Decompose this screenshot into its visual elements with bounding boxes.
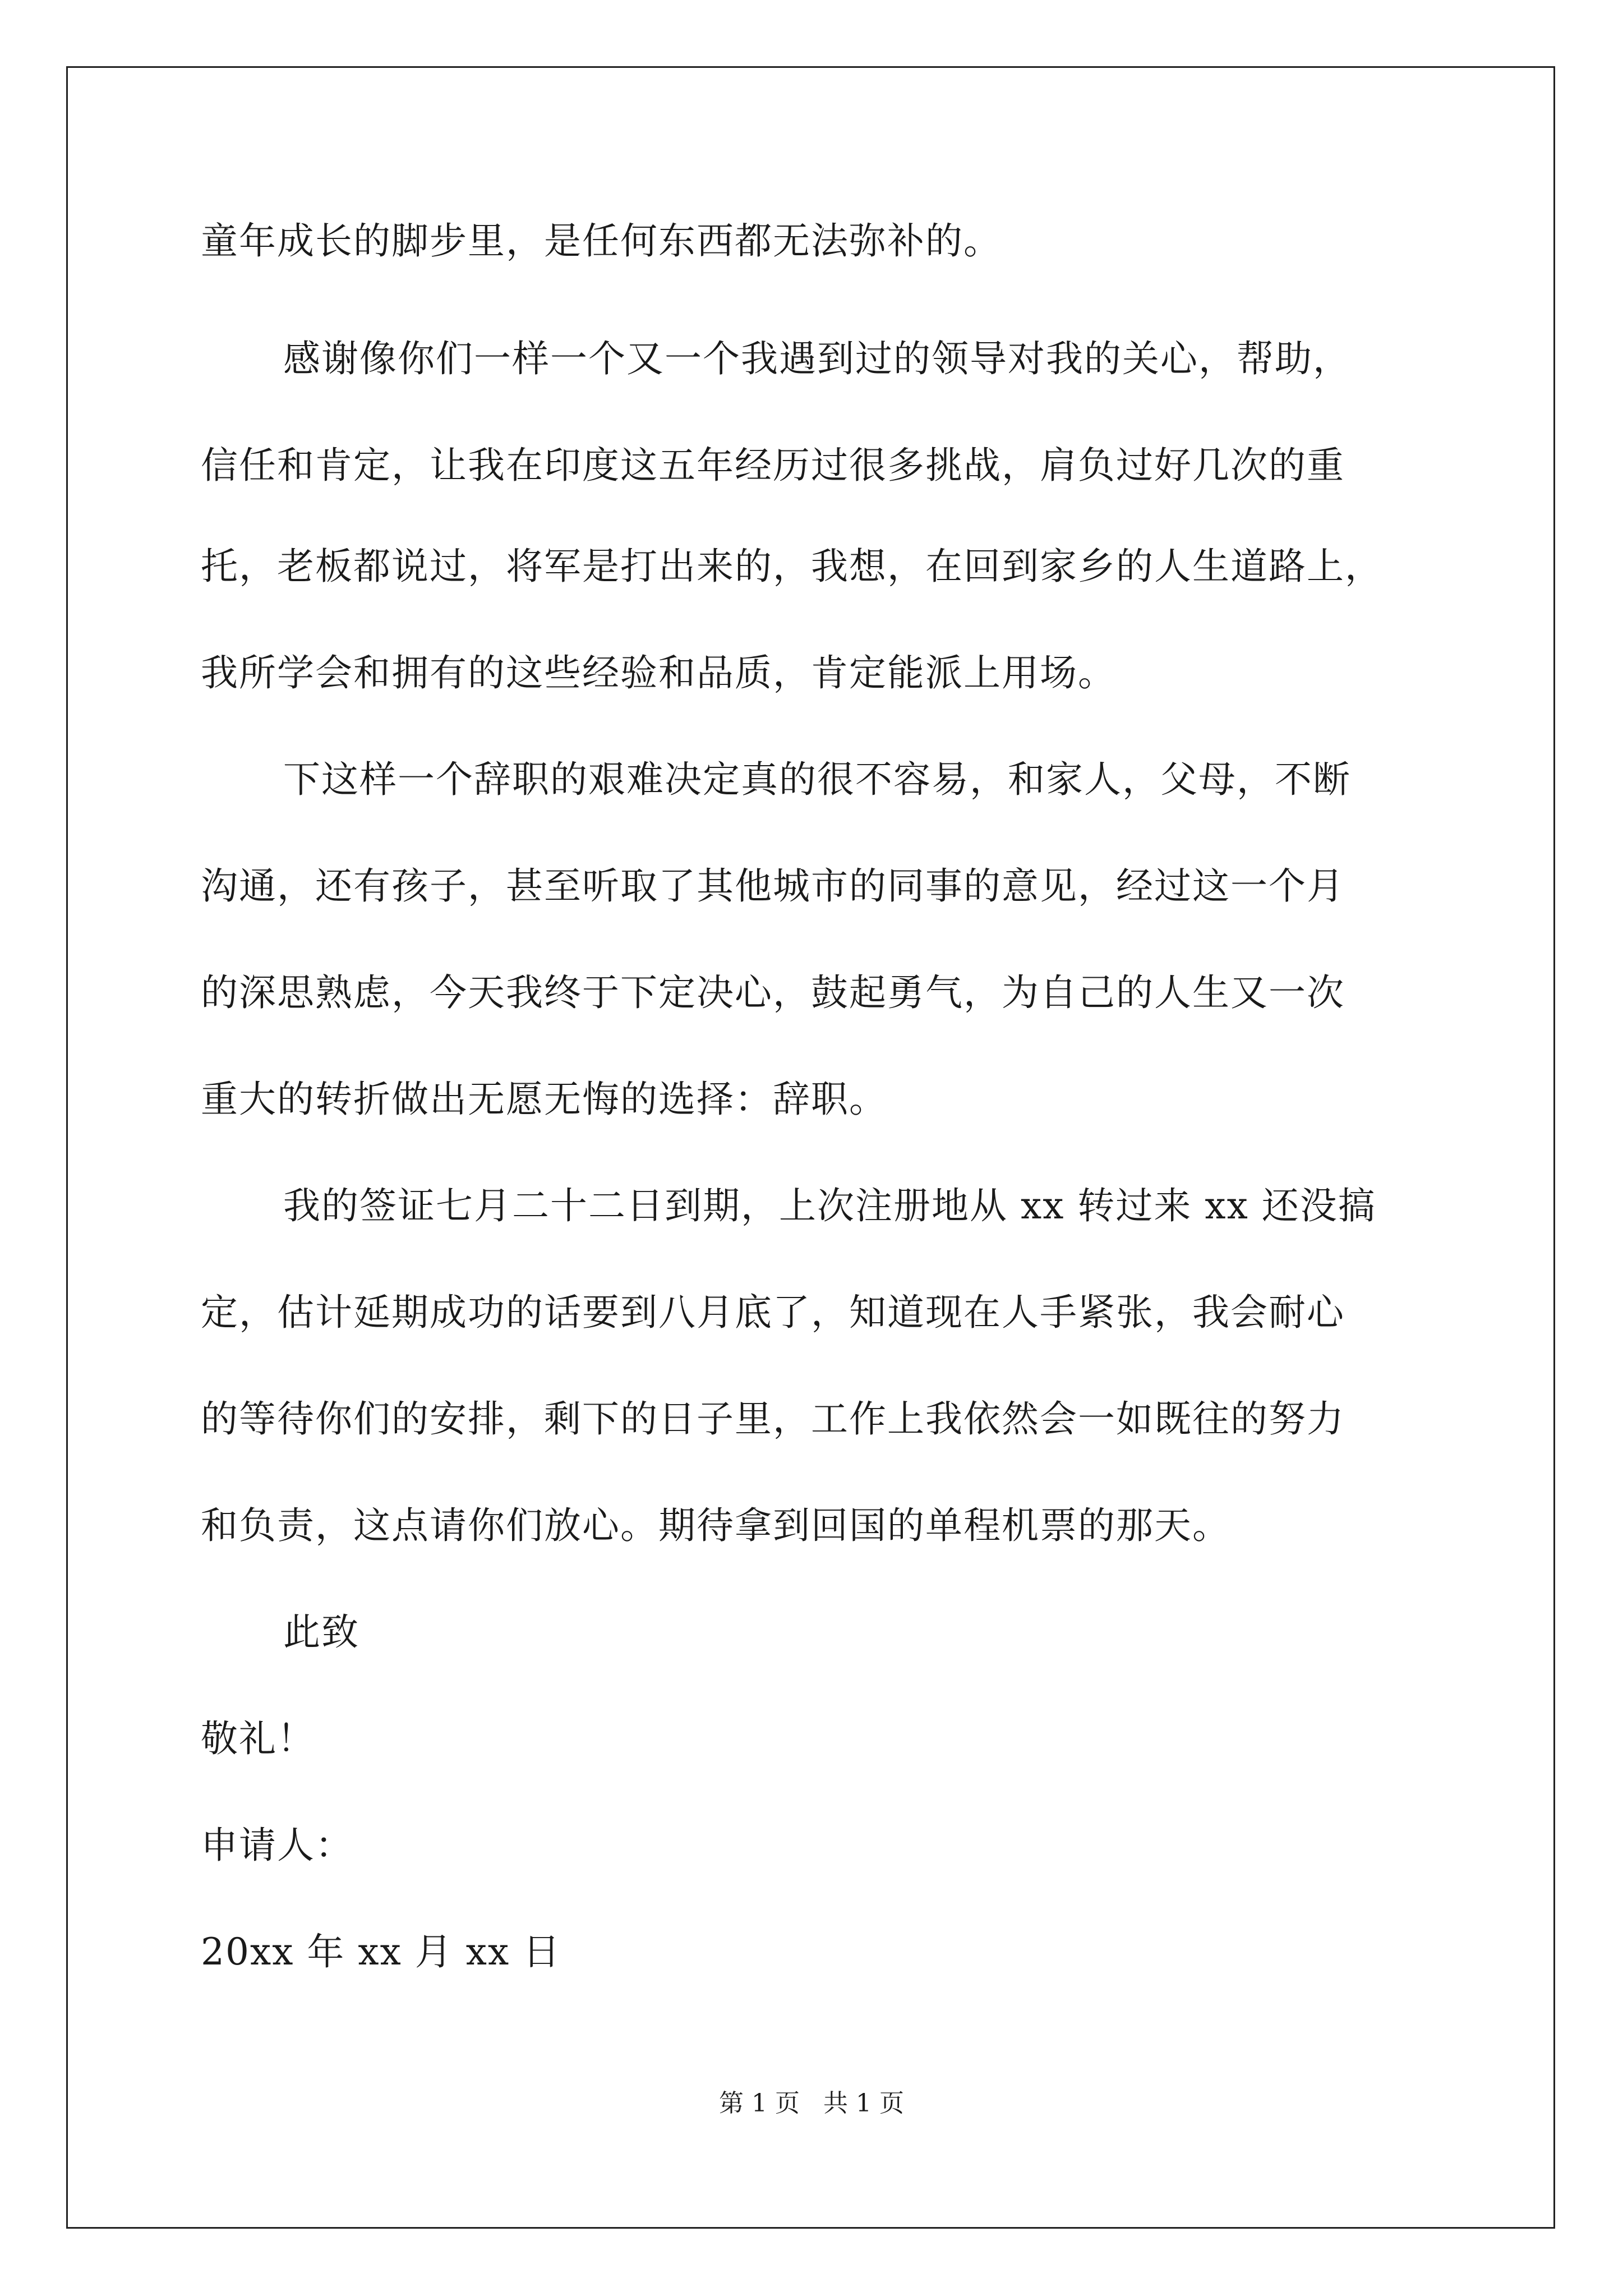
letter-line-1: 童年成长的脚步里，是任何东西都无法弥补的。 xyxy=(201,219,1002,263)
letter-line-8: 的深思熟虑，今天我终于下定决心，鼓起勇气，为自己的人生又一次 xyxy=(201,971,1345,1014)
date-line: 20xx 年 xx 月 xx 日 xyxy=(201,1930,561,1973)
closing-regards: 敬礼！ xyxy=(201,1717,315,1760)
letter-line-4: 托，老板都说过，将军是打出来的，我想，在回到家乡的人生道路上， xyxy=(201,545,1383,588)
letter-line-7: 沟通，还有孩子，甚至听取了其他城市的同事的意见，经过这一个月 xyxy=(201,864,1345,908)
letter-line-12: 的等待你们的安排，剩下的日子里，工作上我依然会一如既往的努力 xyxy=(201,1397,1345,1441)
letter-line-9: 重大的转折做出无愿无悔的选择：辞职。 xyxy=(201,1078,887,1121)
letter-line-11: 定，估计延期成功的话要到八月底了，知道现在人手紧张，我会耐心 xyxy=(201,1291,1345,1334)
page-border xyxy=(66,66,1555,2229)
page-number-footer: 第 1 页 共 1 页 xyxy=(719,2089,904,2118)
letter-line-2: 感谢像你们一样一个又一个我遇到过的领导对我的关心，帮助， xyxy=(283,337,1351,380)
letter-line-13: 和负责，这点请你们放心。期待拿到回国的单程机票的那天。 xyxy=(201,1504,1230,1547)
letter-line-5: 我所学会和拥有的这些经验和品质，肯定能派上用场。 xyxy=(201,651,1116,694)
letter-line-6: 下这样一个辞职的艰难决定真的很不容易，和家人，父母，不断 xyxy=(283,758,1351,801)
letter-line-10: 我的签证七月二十二日到期，上次注册地从 xx 转过来 xx 还没搞 xyxy=(283,1184,1376,1227)
applicant-label: 申请人： xyxy=(201,1824,353,1867)
letter-line-3: 信任和肯定，让我在印度这五年经历过很多挑战，肩负过好几次的重 xyxy=(201,444,1345,487)
closing-salutation: 此致 xyxy=(283,1611,359,1654)
